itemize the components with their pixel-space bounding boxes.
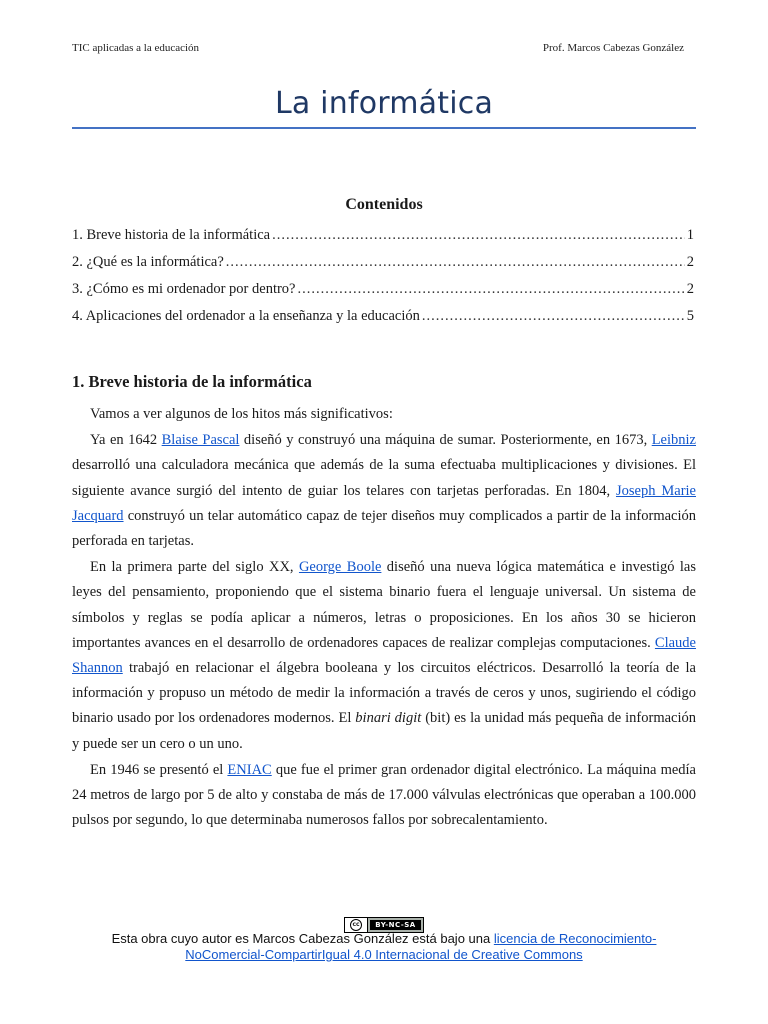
document-title: La informática [274,86,494,121]
header-course-title: TIC aplicadas a la educación [72,42,200,54]
table-of-contents [72,227,694,335]
paragraph-pascal-leibniz [72,428,696,554]
text-run: (bit) es la unidad más pequeña de información y puede ser un cero o un uno. [72,710,696,752]
toc-entry-2[interactable] [72,254,694,281]
header-author: Prof. Marcos Cabezas González [542,42,684,54]
section-heading-history: 1. Breve historia de la informática [72,372,312,391]
toc-leader-dots [422,308,685,325]
link-george-boole[interactable]: George Boole [298,559,382,576]
toc-heading: Contenidos [345,196,423,213]
text-run: En la primera parte del siglo XX, [90,559,299,576]
section-body [72,402,696,834]
license-footer [72,931,696,963]
link-leibniz[interactable]: Leibniz [651,432,696,449]
license-link[interactable]: licencia de Reconocimiento-NoComercial-CompartirIgual 4.0 Internacional de Creative Commons [185,931,657,962]
toc-entry-1[interactable] [72,227,694,254]
toc-entry-label: 1. Breve historia de la informática [72,227,271,243]
text-run: trabajó en relacionar el álgebra booleana y los circuitos eléctricos. Desarrolló la teoría de la información y propuso un método de medir la información a través de ceros y unos, sugiriendo el código binario usado por los ordenadores modernos. El [72,660,696,727]
paragraph-intro: Vamos a ver algunos de los hitos más significativos: [90,406,393,422]
toc-entry-label: 2. ¿Qué es la informática? [72,254,224,270]
toc-entry-page: 1 [686,227,694,243]
link-jacquard[interactable]: Joseph Marie Jacquard [72,482,696,524]
license-text: Esta obra cuyo autor es Marcos Cabezas González está bajo una [111,931,494,946]
toc-entry-page: 2 [686,281,694,297]
toc-entry-4[interactable] [72,308,694,335]
link-eniac[interactable]: ENIAC [227,761,272,778]
cc-icon [345,918,368,932]
text-run: diseñó y construyó una máquina de sumar. Posteriormente, en 1673, [239,432,652,449]
toc-entry-label: 4. Aplicaciones del ordenador a la enseñanza y la educación [72,308,420,324]
cc-icon-text: cc [350,919,362,931]
toc-entry-label: 3. ¿Cómo es mi ordenador por dentro? [72,281,296,297]
toc-entry-page: 2 [686,254,694,270]
cc-terms-label: BY-NC-SA [370,920,421,930]
toc-leader-dots [297,281,684,298]
text-run: que fue el primer gran ordenador digital electrónico. La máquina medía 24 metros de largo por 5 de alto y constaba de más de 17.000 válvulas electrónicas que operaban a 100.000 pulsos por segundo, lo que determinaba numerosos fallos por sobrecalentamiento. [72,761,696,829]
toc-leader-dots [226,254,685,271]
paragraph-boole-shannon [72,555,696,757]
text-run: construyó un telar automático capaz de tejer diseños muy complicados a partir de la información perforada en tarjetas. [72,507,696,550]
text-run: Ya en 1642 [90,432,162,449]
link-claude-shannon[interactable]: Claude Shannon [72,634,696,677]
toc-entry-3[interactable] [72,281,694,308]
emphasis-binari-digit: binari digit [355,710,422,727]
text-run: En 1946 se presentó el [90,761,228,778]
text-run: diseñó una nueva lógica matemática e investigó las leyes del pensamiento, proponiendo que el sistema binario fuera el lenguaje universal. Un sistema de símbolos y reglas se podía aplicar a números, letras o proposiciones. En los años 30 se hicieron importantes avances en el desarrollo de ordenadores capaces de realizar complejas computaciones. [72,559,697,651]
toc-leader-dots [272,227,685,244]
link-blaise-pascal[interactable]: Blaise Pascal [161,432,240,449]
paragraph-eniac [72,758,696,834]
toc-entry-page: 5 [686,308,694,324]
title-divider [72,127,696,129]
text-run: desarrolló una calculadora mecánica que además de la suma efectuaba multiplicaciones y divisiones. El siguiente avance surgió del intento de guiar los telares con tarjetas perforadas. En 1804, [72,457,696,499]
